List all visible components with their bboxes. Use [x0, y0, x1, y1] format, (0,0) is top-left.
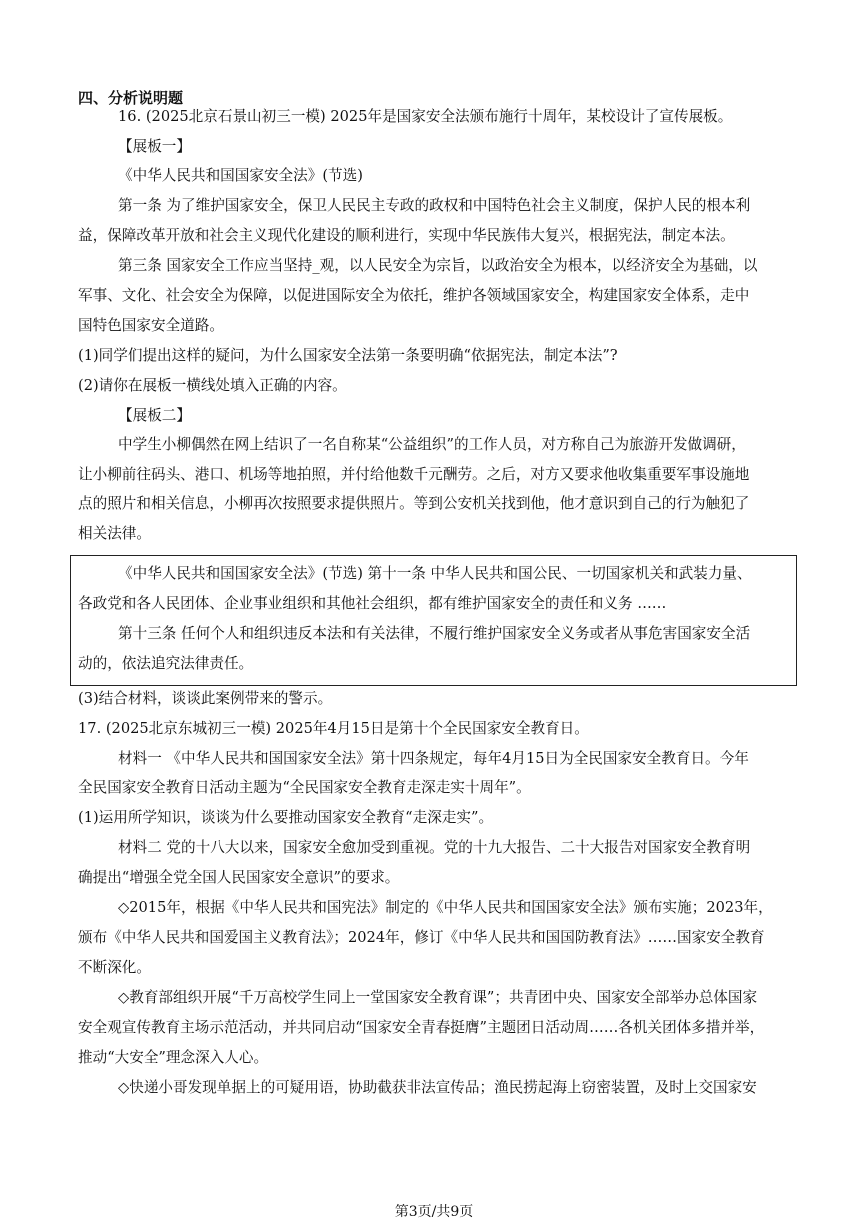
q17-sub1: (1)运用所学知识，谈谈为什么要推动国家安全教育“走深走实”。	[78, 809, 494, 826]
box-line1: 《中华人民共和国国家安全法》(节选) 第十一条 中华人民共和国公民、一切国家机关和武装力量、	[118, 565, 752, 582]
q17-material1-line2: 全民国家安全教育日活动主题为“全民国家安全教育走深走实十周年”。	[78, 779, 531, 796]
board1-article3-line3: 国特色国家安全道路。	[78, 317, 224, 334]
q17-point2-line2: 安全观宣传教育主场示范活动，并共同启动“国家安全青春挺膺”主题团日活动周……各机关团体多措并举，	[78, 1019, 765, 1036]
board2-case-line1: 中学生小柳偶然在网上结识了一名自称某“公益组织”的工作人员，对方称自己为旅游开发做调研，	[118, 436, 746, 453]
q17-stem: 17. (2025北京东城初三一模) 2025年4月15日是第十个全民国家安全教育日。	[78, 720, 589, 737]
q17-material2-line2: 确提出“增强全党全国人民国家安全意识”的要求。	[78, 869, 400, 886]
q16-sub1: (1)同学们提出这样的疑问，为什么国家安全法第一条要明确“依据宪法，制定本法”?	[78, 347, 618, 364]
q17-point2-line1: ◇教育部组织开展“千万高校学生同上一堂国家安全教育课”；共青团中央、国家安全部举办总体国家	[118, 989, 758, 1006]
board2-case-line3: 点的照片和相关信息，小柳再次按照要求提供照片。等到公安机关找到他，他才意识到自己的行为触犯了	[78, 495, 750, 512]
q17-point1-line3: 不断深化。	[78, 959, 151, 976]
board1-article1-line1: 第一条 为了维护国家安全，保卫人民民主专政的政权和中国特色社会主义制度，保护人民的根本利	[118, 197, 751, 214]
board2-label: 【展板二】	[118, 407, 191, 424]
q17-point1-line1: ◇2015年，根据《中华人民共和国宪法》制定的《中华人民共和国国家安全法》颁布实施；2023年，	[118, 899, 773, 916]
board2-case-line2: 让小柳前往码头、港口、机场等地拍照，并付给他数千元酬劳。之后，对方又要求他收集重要军事设施地	[78, 466, 750, 483]
box-line4: 动的，依法追究法律责任。	[78, 655, 254, 672]
q17-point3-line1: ◇快递小哥发现单据上的可疑用语，协助截获非法宣传品；渔民捞起海上窃密装置，及时上交国家安	[118, 1079, 757, 1096]
q17-point1-line2: 颁布《中华人民共和国爱国主义教育法》；2024年，修订《中华人民共和国国防教育法》……国家安全教育	[78, 929, 765, 946]
board1-article1-line2: 益，保障改革开放和社会主义现代化建设的顺利进行，实现中华民族伟大复兴，根据宪法，制定本法。	[78, 227, 735, 244]
q17-point2-line3: 推动“大安全”理念深入人心。	[78, 1049, 269, 1066]
board1-law-title: 《中华人民共和国国家安全法》(节选)	[118, 167, 363, 184]
board1-article3-line1: 第三条 国家安全工作应当坚持_观，以人民安全为宗旨，以政治安全为根本，以经济安全为基础，以	[118, 257, 758, 274]
q17-material1-line1: 材料一 《中华人民共和国国家安全法》第十四条规定，每年4月15日为全民国家安全教育日。今年	[118, 750, 749, 767]
q16-stem: 16. (2025北京石景山初三一模) 2025年是国家安全法颁布施行十周年，某校设计了宣传展板。	[118, 108, 733, 125]
q17-material2-line1: 材料二 党的十八大以来，国家安全愈加受到重视。党的十九大报告、二十大报告对国家安全教育明	[118, 839, 751, 856]
box-line2: 各政党和各人民团体、企业事业组织和其他社会组织，都有维护国家安全的责任和义务 ……	[78, 595, 667, 612]
section-title: 四、分析说明题	[78, 89, 184, 107]
board2-case-line4: 相关法律。	[78, 525, 151, 542]
board1-article3-line2: 军事、文化、社会安全为保障，以促进国际安全为依托，维护各领域国家安全，构建国家安全体系，走中	[78, 287, 750, 304]
q16-sub2: (2)请你在展板一横线处填入正确的内容。	[78, 377, 347, 394]
box-line3: 第十三条 任何个人和组织违反本法和有关法律，不履行维护国家安全义务或者从事危害国家安全活	[118, 625, 751, 642]
board1-label: 【展板一】	[118, 138, 191, 155]
page-number-footer: 第3页/共9页	[394, 1204, 474, 1220]
q16-sub3: (3)结合材料，谈谈此案例带来的警示。	[78, 690, 333, 707]
